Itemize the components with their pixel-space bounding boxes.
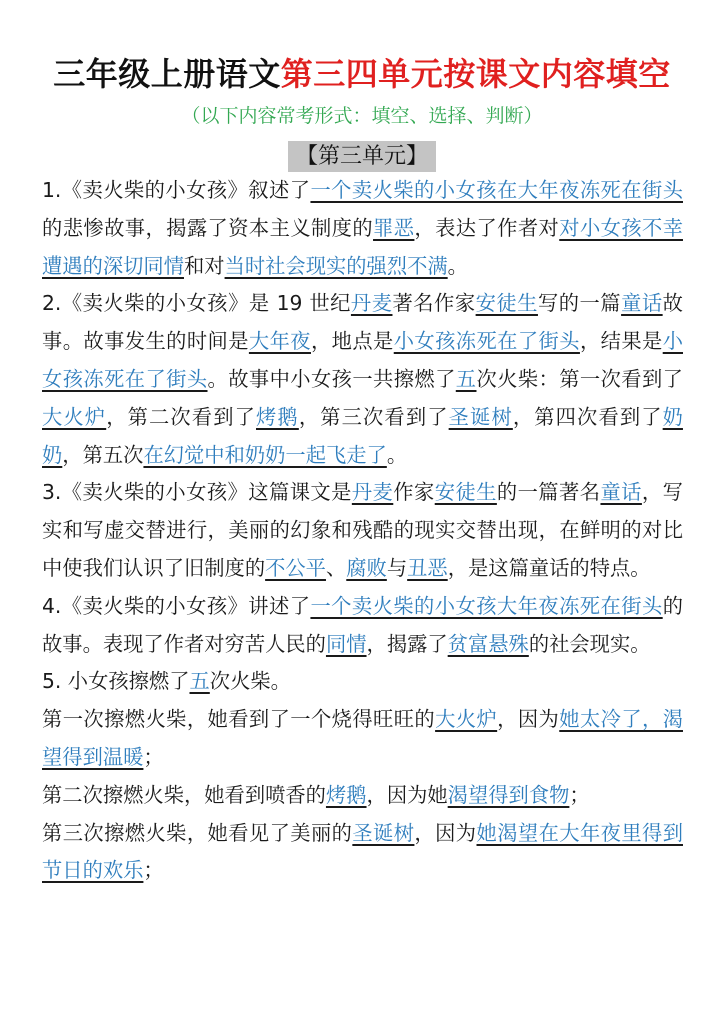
answer-blank: 不公平 bbox=[265, 555, 326, 580]
prompt-text: 。 bbox=[447, 253, 468, 278]
answer-blank: 一个卖火柴的小女孩大年夜冻死在街头 bbox=[310, 593, 663, 618]
answer-blank: 烤鹅 bbox=[325, 782, 367, 807]
prompt-text: ，表达了作者对 bbox=[414, 215, 560, 240]
section-heading-wrap bbox=[0, 141, 724, 172]
answer-blank: 当时社会现实的强烈不满 bbox=[224, 253, 448, 278]
prompt-text: ，写实和写虚交替进行，美丽的幻象和残酷的现实交替出现，在鲜明的对比中使我们认识了旧制度的 bbox=[42, 480, 683, 580]
paragraph-2 bbox=[42, 285, 683, 474]
answer-blank: 同情 bbox=[325, 631, 367, 656]
answer-blank: 在幻觉中和奶奶一起飞走了 bbox=[143, 442, 387, 467]
answer-blank: 对小女孩不幸遭遇的深切同情 bbox=[42, 215, 683, 278]
prompt-text: 的故事。表现了作者对穷苦人民的 bbox=[42, 593, 683, 656]
prompt-text: ； bbox=[569, 782, 590, 807]
prompt-text: 次火柴。 bbox=[209, 669, 291, 694]
paragraph-match-2 bbox=[42, 777, 683, 815]
answer-blank: 奶奶 bbox=[42, 404, 683, 467]
answer-blank: 大火炉 bbox=[42, 404, 107, 429]
prompt-text: 写的一篇 bbox=[537, 291, 622, 316]
prompt-text: ，第五次 bbox=[62, 442, 144, 467]
prompt-text: ，地点是 bbox=[310, 329, 394, 354]
prompt-text: 2.《卖火柴的小女孩》是 19 世纪 bbox=[42, 291, 351, 316]
paragraph-3 bbox=[42, 474, 683, 587]
prompt-text: 1.《卖火柴的小女孩》叙述了 bbox=[42, 178, 311, 202]
prompt-text: 第二次擦燃火柴，她看到喷香的 bbox=[42, 782, 326, 807]
prompt-text: 著名作家 bbox=[392, 291, 476, 316]
prompt-text: 4.《卖火柴的小女孩》讲述了 bbox=[42, 593, 311, 618]
prompt-text: 次火柴：第一次看到了 bbox=[476, 366, 683, 391]
prompt-text: ，第二次看到了 bbox=[106, 404, 257, 429]
prompt-text: 5. 小女孩擦燃了 bbox=[42, 669, 190, 694]
answer-blank: 大年夜 bbox=[248, 329, 311, 354]
paragraph-4 bbox=[42, 588, 683, 664]
prompt-text: 和对 bbox=[183, 253, 225, 278]
prompt-text: 与 bbox=[386, 555, 408, 580]
prompt-text: ，结果是 bbox=[579, 329, 663, 354]
answer-blank: 一个卖火柴的小女孩在大年夜冻死在街头 bbox=[310, 178, 683, 202]
answer-blank: 渴望得到食物 bbox=[447, 782, 570, 807]
prompt-text: 3.《卖火柴的小女孩》这篇课文是 bbox=[42, 480, 352, 505]
answer-blank: 烤鹅 bbox=[256, 404, 299, 429]
paragraph-match-3 bbox=[42, 815, 683, 891]
answer-blank: 五 bbox=[455, 366, 477, 391]
answer-blank: 丑恶 bbox=[407, 555, 448, 580]
prompt-text: 第一次擦燃火柴，她看到了一个烧得旺旺的 bbox=[42, 707, 436, 732]
prompt-text: 作家 bbox=[393, 480, 435, 505]
prompt-text: ，揭露了 bbox=[366, 631, 448, 656]
answer-blank: 腐败 bbox=[346, 555, 387, 580]
answer-blank: 贫富悬殊 bbox=[447, 631, 529, 656]
answer-blank: 圣诞树 bbox=[448, 404, 513, 429]
answer-blank: 童话 bbox=[600, 480, 642, 505]
prompt-text: 第三次擦燃火柴，她看见了美丽的 bbox=[42, 820, 353, 845]
answer-blank: 大火炉 bbox=[435, 707, 498, 732]
prompt-text: 故事。故事发生的时间是 bbox=[42, 291, 683, 354]
paragraph-1 bbox=[42, 172, 683, 285]
prompt-text: ，因为 bbox=[497, 707, 560, 732]
answer-blank: 童话 bbox=[621, 291, 663, 316]
prompt-text: 。故事中小女孩一共擦燃了 bbox=[207, 366, 456, 391]
paragraph-match-1 bbox=[42, 701, 683, 777]
answer-blank: 五 bbox=[189, 669, 210, 694]
answer-blank: 她太冷了，渴望得到温暖 bbox=[42, 707, 683, 769]
prompt-text: ，因为她 bbox=[366, 782, 448, 807]
answer-blank: 小女孩冻死在了街头 bbox=[393, 329, 580, 354]
page-title-topic: 第三四单元按课文内容填空 bbox=[280, 55, 671, 93]
document-body bbox=[42, 172, 683, 890]
answer-blank: 罪恶 bbox=[373, 215, 415, 240]
prompt-text: ，第三次看到了 bbox=[298, 404, 449, 429]
answer-blank: 圣诞树 bbox=[352, 820, 415, 845]
page-title-grade: 三年级上册语文 bbox=[53, 55, 281, 93]
answer-blank: 安徒生 bbox=[434, 480, 497, 505]
prompt-text: 的一篇著名 bbox=[496, 480, 601, 505]
prompt-text: ； bbox=[143, 858, 164, 883]
prompt-text: ，是这篇童话的特点。 bbox=[447, 555, 651, 580]
prompt-text: 的悲惨故事，揭露了资本主义制度的 bbox=[42, 215, 374, 240]
prompt-text: ； bbox=[143, 744, 164, 769]
paragraph-5 bbox=[42, 663, 683, 701]
answer-blank: 小女孩冻死在了街头 bbox=[42, 329, 683, 391]
answer-blank: 安徒生 bbox=[475, 291, 538, 316]
prompt-text: 。 bbox=[386, 442, 408, 467]
prompt-text: ，第四次看到了 bbox=[512, 404, 663, 429]
prompt-text: 、 bbox=[325, 555, 347, 580]
section-heading: 【第三单元】 bbox=[288, 141, 436, 172]
prompt-text: 的社会现实。 bbox=[528, 631, 651, 656]
answer-blank: 她渴望在大年夜里得到节日的欢乐 bbox=[42, 820, 683, 883]
answer-blank: 丹麦 bbox=[350, 291, 393, 316]
answer-blank: 丹麦 bbox=[351, 480, 394, 505]
page-subtitle: （以下内容常考形式：填空、选择、判断） bbox=[181, 105, 543, 127]
page-title bbox=[0, 50, 724, 98]
prompt-text: ，因为 bbox=[414, 820, 477, 845]
